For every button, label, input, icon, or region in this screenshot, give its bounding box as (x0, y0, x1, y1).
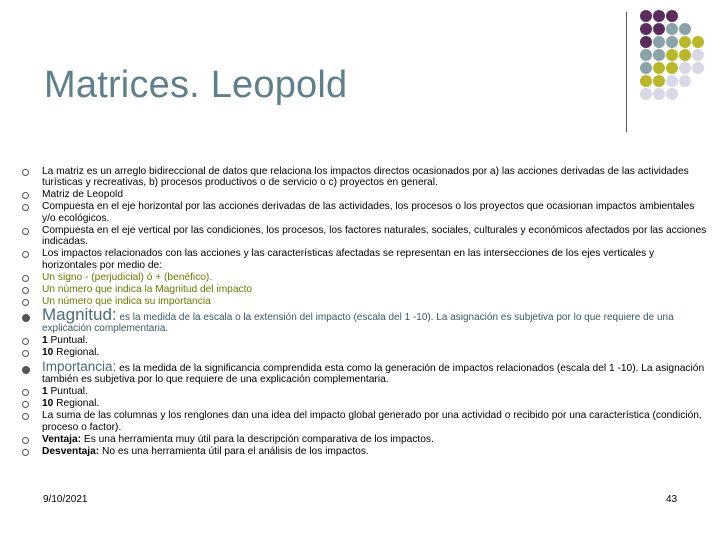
bullet-text: Matriz de Leopold (42, 189, 123, 201)
bullet-text: La matriz es un arreglo bidireccional de datos que relaciona los impactos directos ocasionados por a) las acciones derivadas de las actividades turísticas y recreativas, b) procesos productivos o de servicio o c) proyectos en general. (42, 166, 689, 189)
bullet-text: Un signo - (perjudicial) ó + (benéfico). (42, 271, 213, 283)
term-magnitud: Magnitud: (42, 305, 117, 325)
decor-dot (653, 23, 665, 35)
bullet-item (20, 272, 710, 283)
bullet-item (20, 446, 710, 457)
slide-title: Matrices. Leopold (44, 64, 348, 106)
bullet-text: Puntual. (47, 335, 88, 347)
decor-dot (666, 49, 678, 61)
decor-dot (640, 23, 652, 35)
bullet-text: Regional. (53, 347, 100, 359)
bullet-item (20, 398, 710, 409)
footer-date: 9/10/2021 (43, 494, 88, 505)
bullet-item (20, 284, 710, 295)
decor-dot (653, 62, 665, 74)
bullet-text: Regional. (53, 398, 100, 410)
decor-dot (666, 36, 678, 48)
bullet-text: es la medida de la escala o la extensión del impacto (escala del 1 -10). La asignación es subjetiva por lo que requiere de una explicación complementaria. (42, 312, 674, 335)
bullet-item (20, 166, 710, 189)
bullet-text: Compuesta en el eje horizontal por las acciones derivadas de las actividades, los procesos o los proyectos que ocasionan impactos ambientales y/o ecológicos. (42, 201, 695, 224)
decor-dot (640, 88, 652, 100)
bullet-number: 1 (42, 386, 48, 398)
bullet-text: Compuesta en el eje vertical por las condiciones, los procesos, los factores naturales, sociales, culturales y económicos afectados por las acciones indicadas. (42, 224, 707, 248)
bullet-text: Un número que indica la Magnitud del impacto (42, 283, 253, 295)
decor-dot (640, 10, 652, 22)
term-desventaja: Desventaja: (42, 445, 100, 457)
bullet-item (20, 347, 710, 358)
title-divider-line (626, 12, 627, 132)
bullet-text: Un número que indica su importancia (42, 295, 211, 307)
decor-dot (692, 49, 704, 61)
bullet-item (20, 225, 710, 248)
bullet-item (20, 201, 710, 224)
decor-dot (640, 49, 652, 61)
bullet-text: No es una herramienta útil para el análisis de los impactos. (99, 445, 369, 457)
decor-dot (666, 10, 678, 22)
term-ventaja: Ventaja: (42, 433, 82, 445)
bullet-item (20, 434, 710, 445)
decor-dot (653, 75, 665, 87)
decor-dot (640, 62, 652, 74)
bullet-text: Los impactos relacionados con las acciones y las características afectadas se representan en las intersecciones de los ejes verticales y horizontales por medio de: (42, 248, 655, 271)
bullet-item (20, 296, 710, 307)
decor-dot (679, 75, 691, 87)
bullet-list (20, 166, 710, 458)
bullet-number: 10 (42, 347, 54, 359)
decor-dot (653, 49, 665, 61)
decorative-dot-grid (640, 10, 720, 110)
bullet-item (20, 410, 710, 433)
slide-number: 43 (666, 494, 678, 505)
bullet-number: 1 (42, 335, 48, 347)
decor-dot (679, 62, 691, 74)
bullet-text: La suma de las columnas y los renglones dan una idea del impacto global generado por una actividad o recibido por una característica (condición, proceso o factor). (42, 410, 702, 433)
decor-dot (666, 88, 678, 100)
decor-dot (640, 75, 652, 87)
bullet-item-importancia (20, 358, 710, 386)
decor-dot (679, 36, 691, 48)
decor-dot (679, 23, 691, 35)
decor-dot (692, 36, 704, 48)
decor-dot (666, 62, 678, 74)
bullet-text: Es una herramienta muy útil para la descripción comparativa de los impactos. (81, 433, 434, 445)
decor-dot (666, 75, 678, 87)
decor-dot (653, 36, 665, 48)
bullet-item (20, 335, 710, 346)
bullet-item (20, 386, 710, 397)
bullet-number: 10 (42, 398, 54, 410)
decor-dot (679, 49, 691, 61)
bullet-text: Puntual. (47, 386, 88, 398)
bullet-text: es la medida de la significancia comprendida esta como la generación de impactos relacionados (escala del 1 -10). La asignación también es subjetiva por lo que requiere de una explicación complementaria. (42, 362, 705, 386)
bullet-item (20, 189, 710, 200)
decor-dot (640, 36, 652, 48)
bullet-item (20, 248, 710, 271)
bullet-item-magnitud (20, 305, 710, 335)
decor-dot (666, 23, 678, 35)
decor-dot (653, 88, 665, 100)
decor-dot (653, 10, 665, 22)
term-importancia: Importancia: (42, 358, 117, 374)
decor-dot (692, 62, 704, 74)
